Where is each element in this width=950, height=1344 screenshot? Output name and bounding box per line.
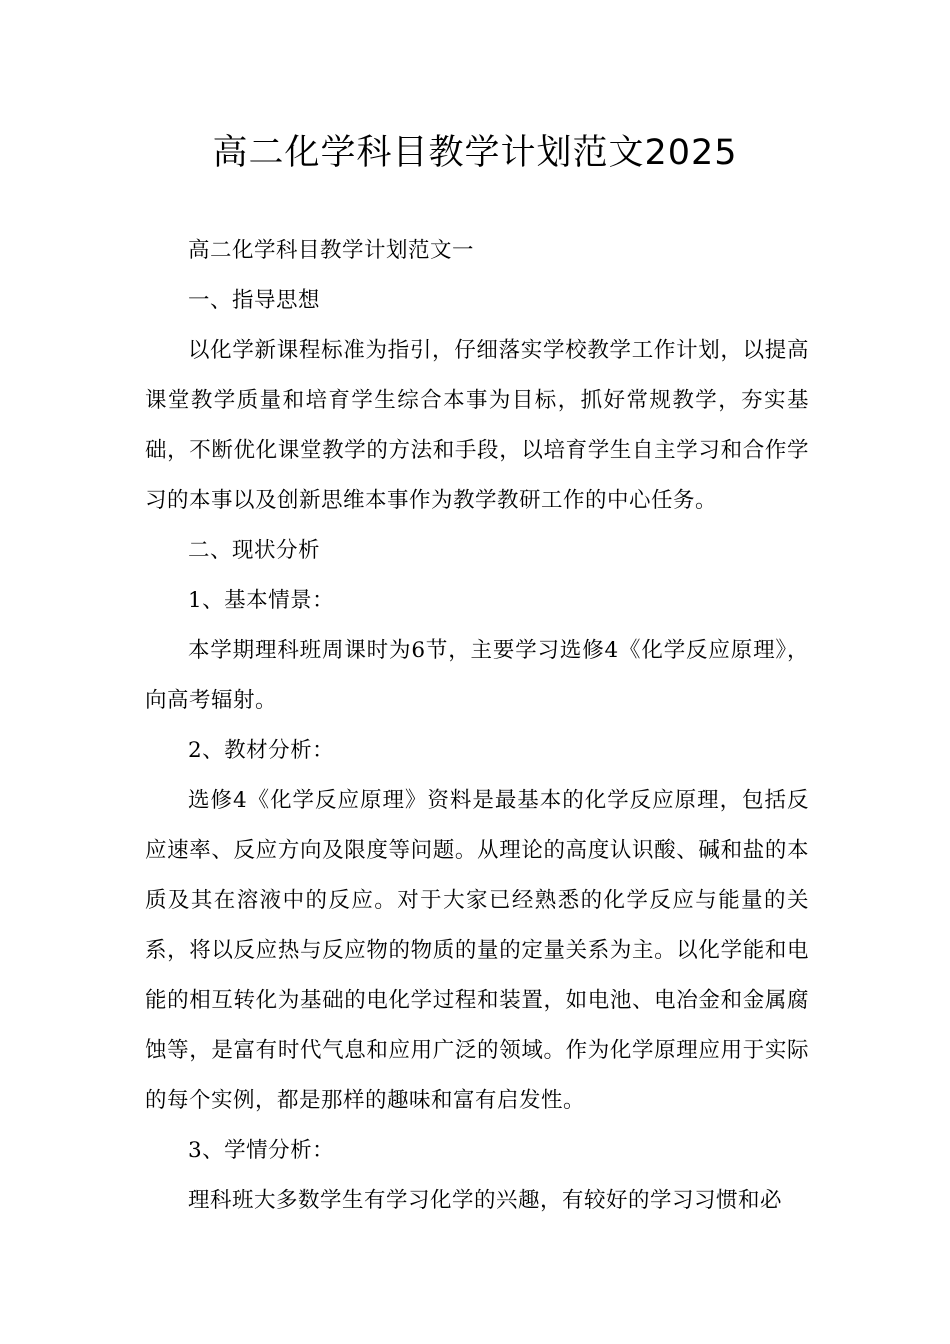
subsection-heading: 1、基本情景： xyxy=(188,588,335,613)
subsection-heading: 3、学情分析： xyxy=(188,1138,335,1163)
body-paragraph: 以化学新课程标准为指引，仔细落实学校教学工作计划，以提高课堂教学质量和培育学生综合本事为目标，抓好常规教学，夯实基础，不断优化课堂教学的方法和手段，以培育学生自主学习和合作学习的本事以及创新思维本事作为教学教研工作的中心任务。 xyxy=(145,338,809,513)
section-heading: 一、指导思想 xyxy=(188,288,321,313)
section-heading: 高二化学科目教学计划范文一 xyxy=(188,238,475,263)
subsection-heading: 2、教材分析： xyxy=(188,738,335,763)
body-paragraph: 选修4《化学反应原理》资料是最基本的化学反应原理，包括反应速率、反应方向及限度等问题。从理论的高度认识酸、碱和盐的本质及其在溶液中的反应。对于大家已经熟悉的化学反应与能量的关系，将以反应热与反应物的物质的量的定量关系为主。以化学能和电能的相互转化为基础的电化学过程和装置，如电池、电冶金和金属腐蚀等，是富有时代气息和应用广泛的领域。作为化学原理应用于实际的每个实例，都是那样的趣味和富有启发性。 xyxy=(145,788,809,1113)
document-title: 高二化学科目教学计划范文2025 xyxy=(212,133,738,173)
section-heading: 二、现状分析 xyxy=(188,538,321,563)
body-paragraph: 本学期理科班周课时为6节，主要学习选修4《化学反应原理》，向高考辐射。 xyxy=(145,638,809,713)
document-body xyxy=(145,226,809,1226)
body-paragraph: 理科班大多数学生有学习化学的兴趣，有较好的学习习惯和必 xyxy=(188,1188,783,1213)
